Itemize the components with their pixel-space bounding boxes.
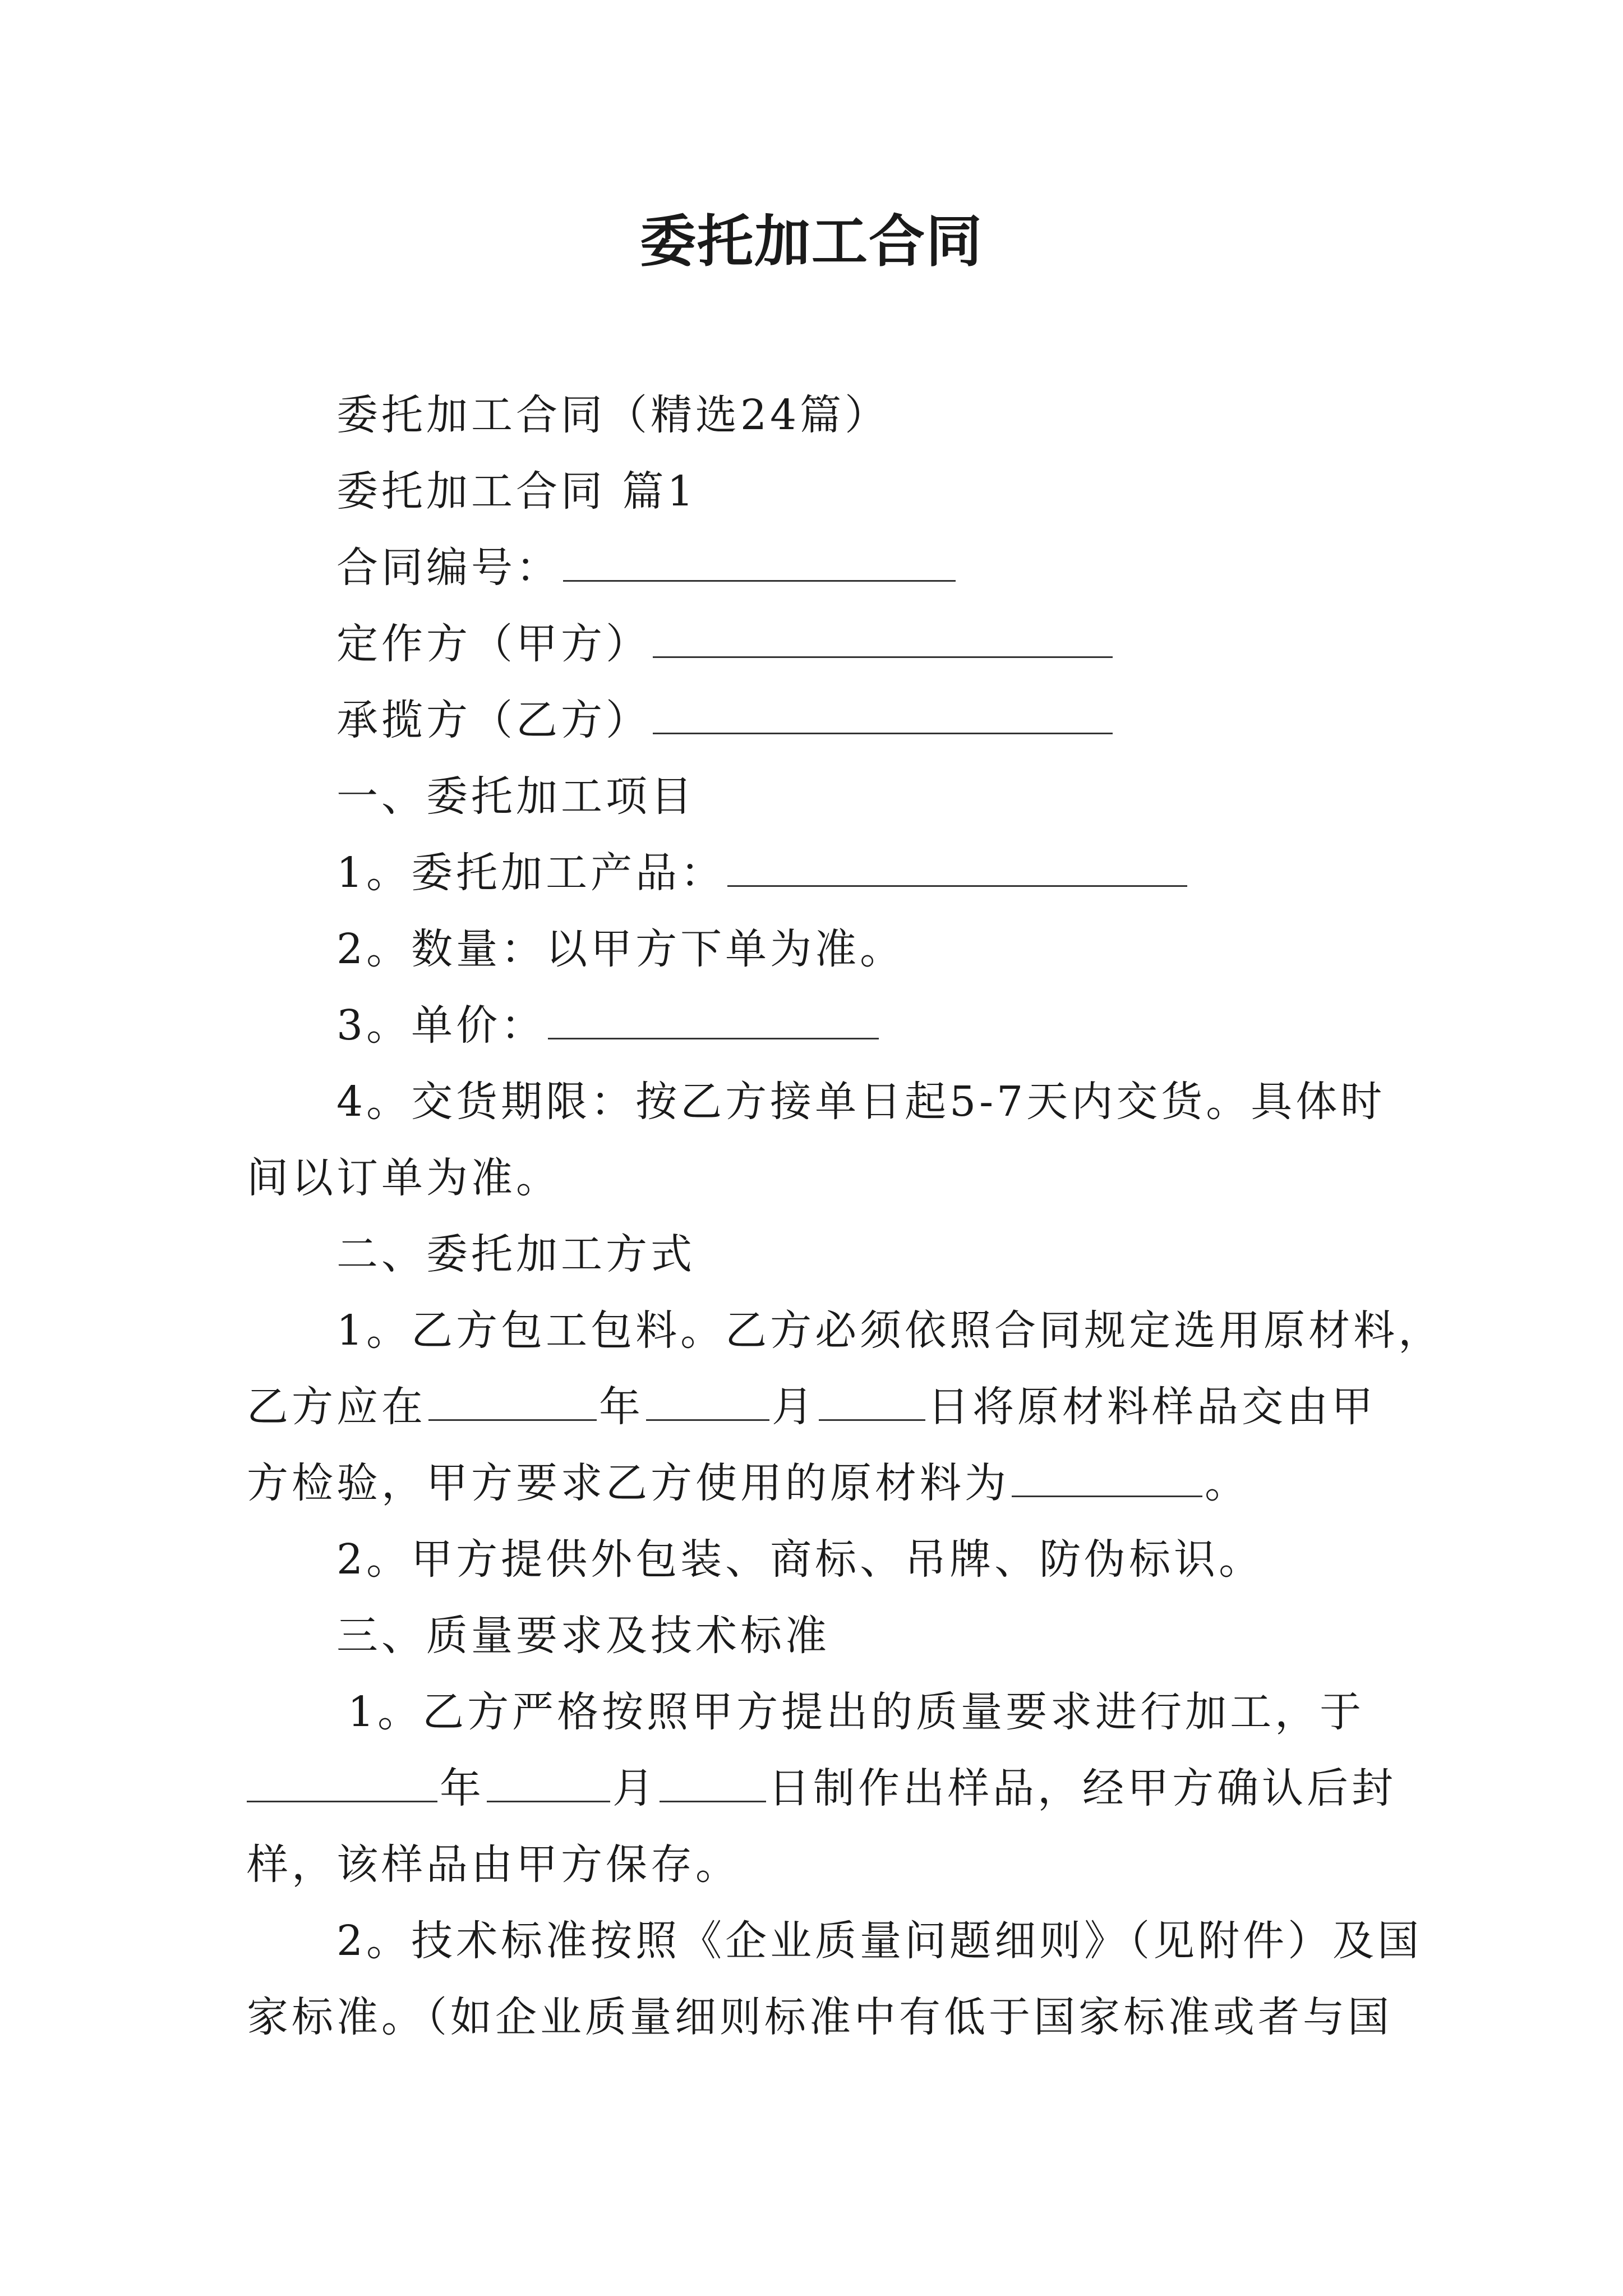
method-line-2 xyxy=(247,1379,1391,1435)
party-b-blank xyxy=(653,697,1113,734)
text-segment: 方检验，甲方要求乙方使用的原材料为 xyxy=(247,1459,1009,1507)
quality-line-3: 样，该样品由甲方保存。 xyxy=(247,1841,740,1889)
text-segment: 日将原材料样品交由甲 xyxy=(928,1383,1376,1431)
contract-number-line xyxy=(336,540,1391,596)
packaging-line: 2。甲方提供外包装、商标、吊牌、防伪标识。 xyxy=(336,1535,1264,1584)
day-blank xyxy=(660,1765,766,1802)
product-label: 1。委托加工产品： xyxy=(336,849,726,897)
unit-price-line xyxy=(336,997,1391,1053)
year-blank xyxy=(428,1383,597,1421)
quality-line-2 xyxy=(247,1760,1396,1816)
product-line xyxy=(336,845,1391,901)
text-segment: 年 xyxy=(599,1383,644,1431)
text-segment: 乙方应在 xyxy=(247,1383,426,1431)
method-line-1: 1。乙方包工包料。乙方必须依照合同规定选用原材料， xyxy=(336,1306,1444,1355)
product-blank xyxy=(727,849,1187,887)
text-segment: 年 xyxy=(440,1764,485,1812)
party-a-label: 定作方（甲方） xyxy=(336,620,651,668)
document-title: 委托加工合同 xyxy=(640,208,983,274)
contract-number-label: 合同编号： xyxy=(336,544,561,592)
section-3-heading: 三、质量要求及技术标准 xyxy=(336,1612,830,1660)
party-b-label: 承揽方（乙方） xyxy=(336,696,651,744)
standard-line-2: 家标准。（如企业质量细则标准中有低于国家标准或者与国 xyxy=(247,1993,1393,2041)
year-blank xyxy=(247,1765,437,1802)
party-a-blank xyxy=(653,620,1113,658)
delivery-line-cont: 间以订单为准。 xyxy=(247,1154,561,1202)
month-blank xyxy=(646,1383,769,1421)
quality-line-1: 1。乙方严格按照甲方提出的质量要求进行加工，于 xyxy=(348,1688,1365,1736)
subtitle-line: 委托加工合同（精选24篇） xyxy=(336,391,890,439)
standard-line-1: 2。技术标准按照《企业质量问题细则》（见附件）及国 xyxy=(336,1917,1423,1965)
unit-price-blank xyxy=(548,1002,879,1039)
material-blank xyxy=(1012,1460,1202,1497)
contract-number-blank xyxy=(563,544,956,582)
text-segment: 月 xyxy=(772,1383,817,1431)
section-heading-line: 委托加工合同 篇1 xyxy=(336,467,697,516)
quantity-line: 2。数量：以甲方下单为准。 xyxy=(336,925,905,973)
unit-price-label: 3。单价： xyxy=(336,1001,546,1050)
delivery-line: 4。交货期限：按乙方接单日起5-7天内交货。具体时 xyxy=(336,1078,1386,1126)
method-line-3 xyxy=(247,1455,1391,1511)
section-1-heading: 一、委托加工项目 xyxy=(336,772,695,821)
party-a-line xyxy=(336,616,1391,672)
section-2-heading: 二、委托加工方式 xyxy=(336,1230,695,1278)
day-blank xyxy=(819,1383,925,1421)
text-segment: 。 xyxy=(1205,1459,1249,1507)
text-segment: 日制作出样品，经甲方确认后封 xyxy=(768,1764,1396,1812)
month-blank xyxy=(487,1765,610,1802)
party-b-line xyxy=(336,692,1391,748)
text-segment: 月 xyxy=(612,1764,657,1812)
